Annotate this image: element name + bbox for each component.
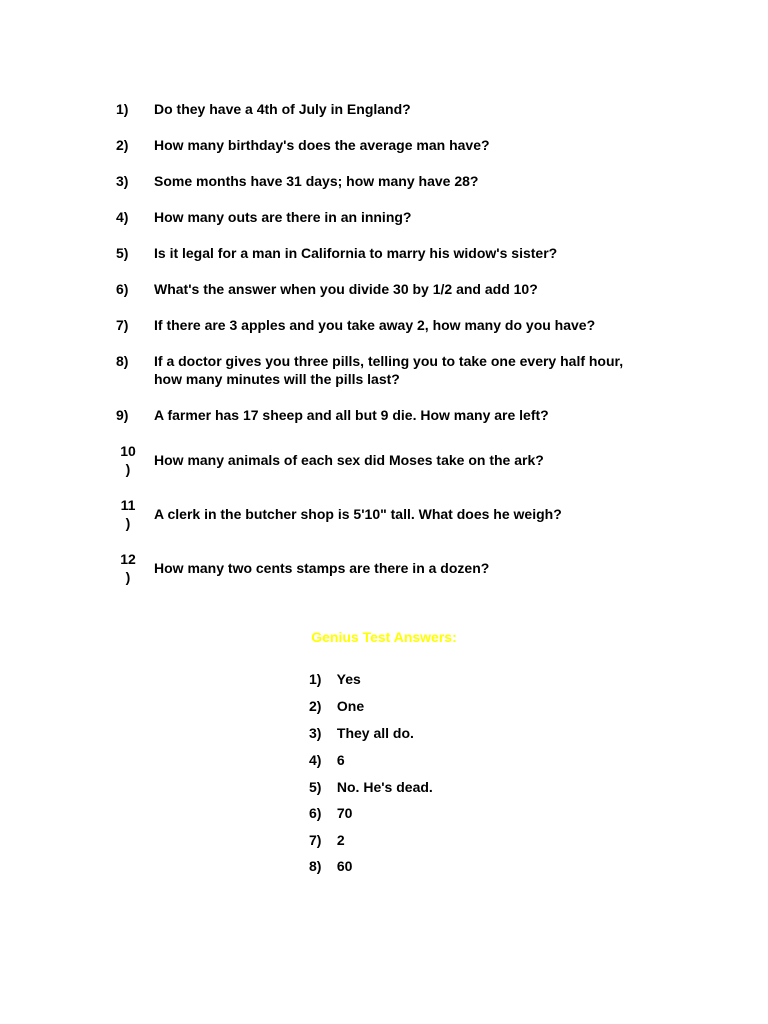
question-number: 2): [116, 137, 129, 153]
question-text: Do they have a 4th of July in England?: [154, 101, 411, 117]
question-number: 3): [116, 173, 129, 189]
question-number-paren: ): [125, 515, 131, 531]
question-number: 9): [116, 407, 129, 423]
answer-number: 4): [309, 752, 322, 768]
answer-number: 2): [309, 698, 322, 714]
answer-text: No. He's dead.: [336, 779, 433, 795]
question-number: 4): [116, 209, 129, 225]
answer-text: Yes: [336, 671, 361, 687]
answer-number: 5): [309, 779, 322, 795]
question-text: A farmer has 17 sheep and all but 9 die. How many are left?: [154, 407, 549, 423]
question-number: 11: [120, 497, 136, 513]
answer-number: 7): [309, 832, 322, 848]
answer-item: [309, 778, 433, 796]
answer-text: 6: [336, 752, 345, 768]
answer-item: [309, 804, 352, 822]
answer-text: 70: [336, 805, 353, 821]
answers-title: Genius Test Answers:: [311, 629, 457, 645]
question-number-paren: ): [125, 569, 131, 585]
answer-item: [309, 751, 345, 769]
answer-item: [309, 670, 361, 688]
answer-text: 2: [336, 832, 345, 848]
question-number: 1): [116, 101, 129, 117]
answer-item: [309, 831, 345, 849]
answer-number: 1): [309, 671, 322, 687]
answer-item: [309, 697, 364, 715]
question-text: What's the answer when you divide 30 by 1/2 and add 10?: [154, 281, 538, 297]
answer-item: [309, 857, 352, 875]
question-number: 7): [116, 317, 129, 333]
question-text: Is it legal for a man in California to marry his widow's sister?: [154, 245, 558, 261]
question-text: If a doctor gives you three pills, telling you to take one every half hour, how many minutes will the pills last?: [154, 353, 624, 387]
question-text: How many outs are there in an inning?: [154, 209, 412, 225]
question-number: 5): [116, 245, 129, 261]
answer-item: [309, 724, 414, 742]
question-number: 6): [116, 281, 129, 297]
answer-number: 6): [309, 805, 322, 821]
question-text: How many birthday's does the average man have?: [154, 137, 490, 153]
answer-number: 8): [309, 858, 322, 874]
question-text: How many animals of each sex did Moses take on the ark?: [154, 452, 544, 468]
question-number: 8): [116, 353, 129, 369]
question-number-paren: ): [125, 461, 131, 477]
question-text: How many two cents stamps are there in a dozen?: [154, 560, 490, 576]
answer-text: They all do.: [336, 725, 414, 741]
question-text: If there are 3 apples and you take away 2, how many do you have?: [154, 317, 596, 333]
question-number: 12: [120, 551, 136, 567]
answer-text: 60: [336, 858, 353, 874]
answer-text: One: [336, 698, 365, 714]
answer-number: 3): [309, 725, 322, 741]
question-number: 10: [120, 443, 136, 459]
question-text: Some months have 31 days; how many have 28?: [154, 173, 479, 189]
question-text: A clerk in the butcher shop is 5'10" tall. What does he weigh?: [154, 506, 562, 522]
